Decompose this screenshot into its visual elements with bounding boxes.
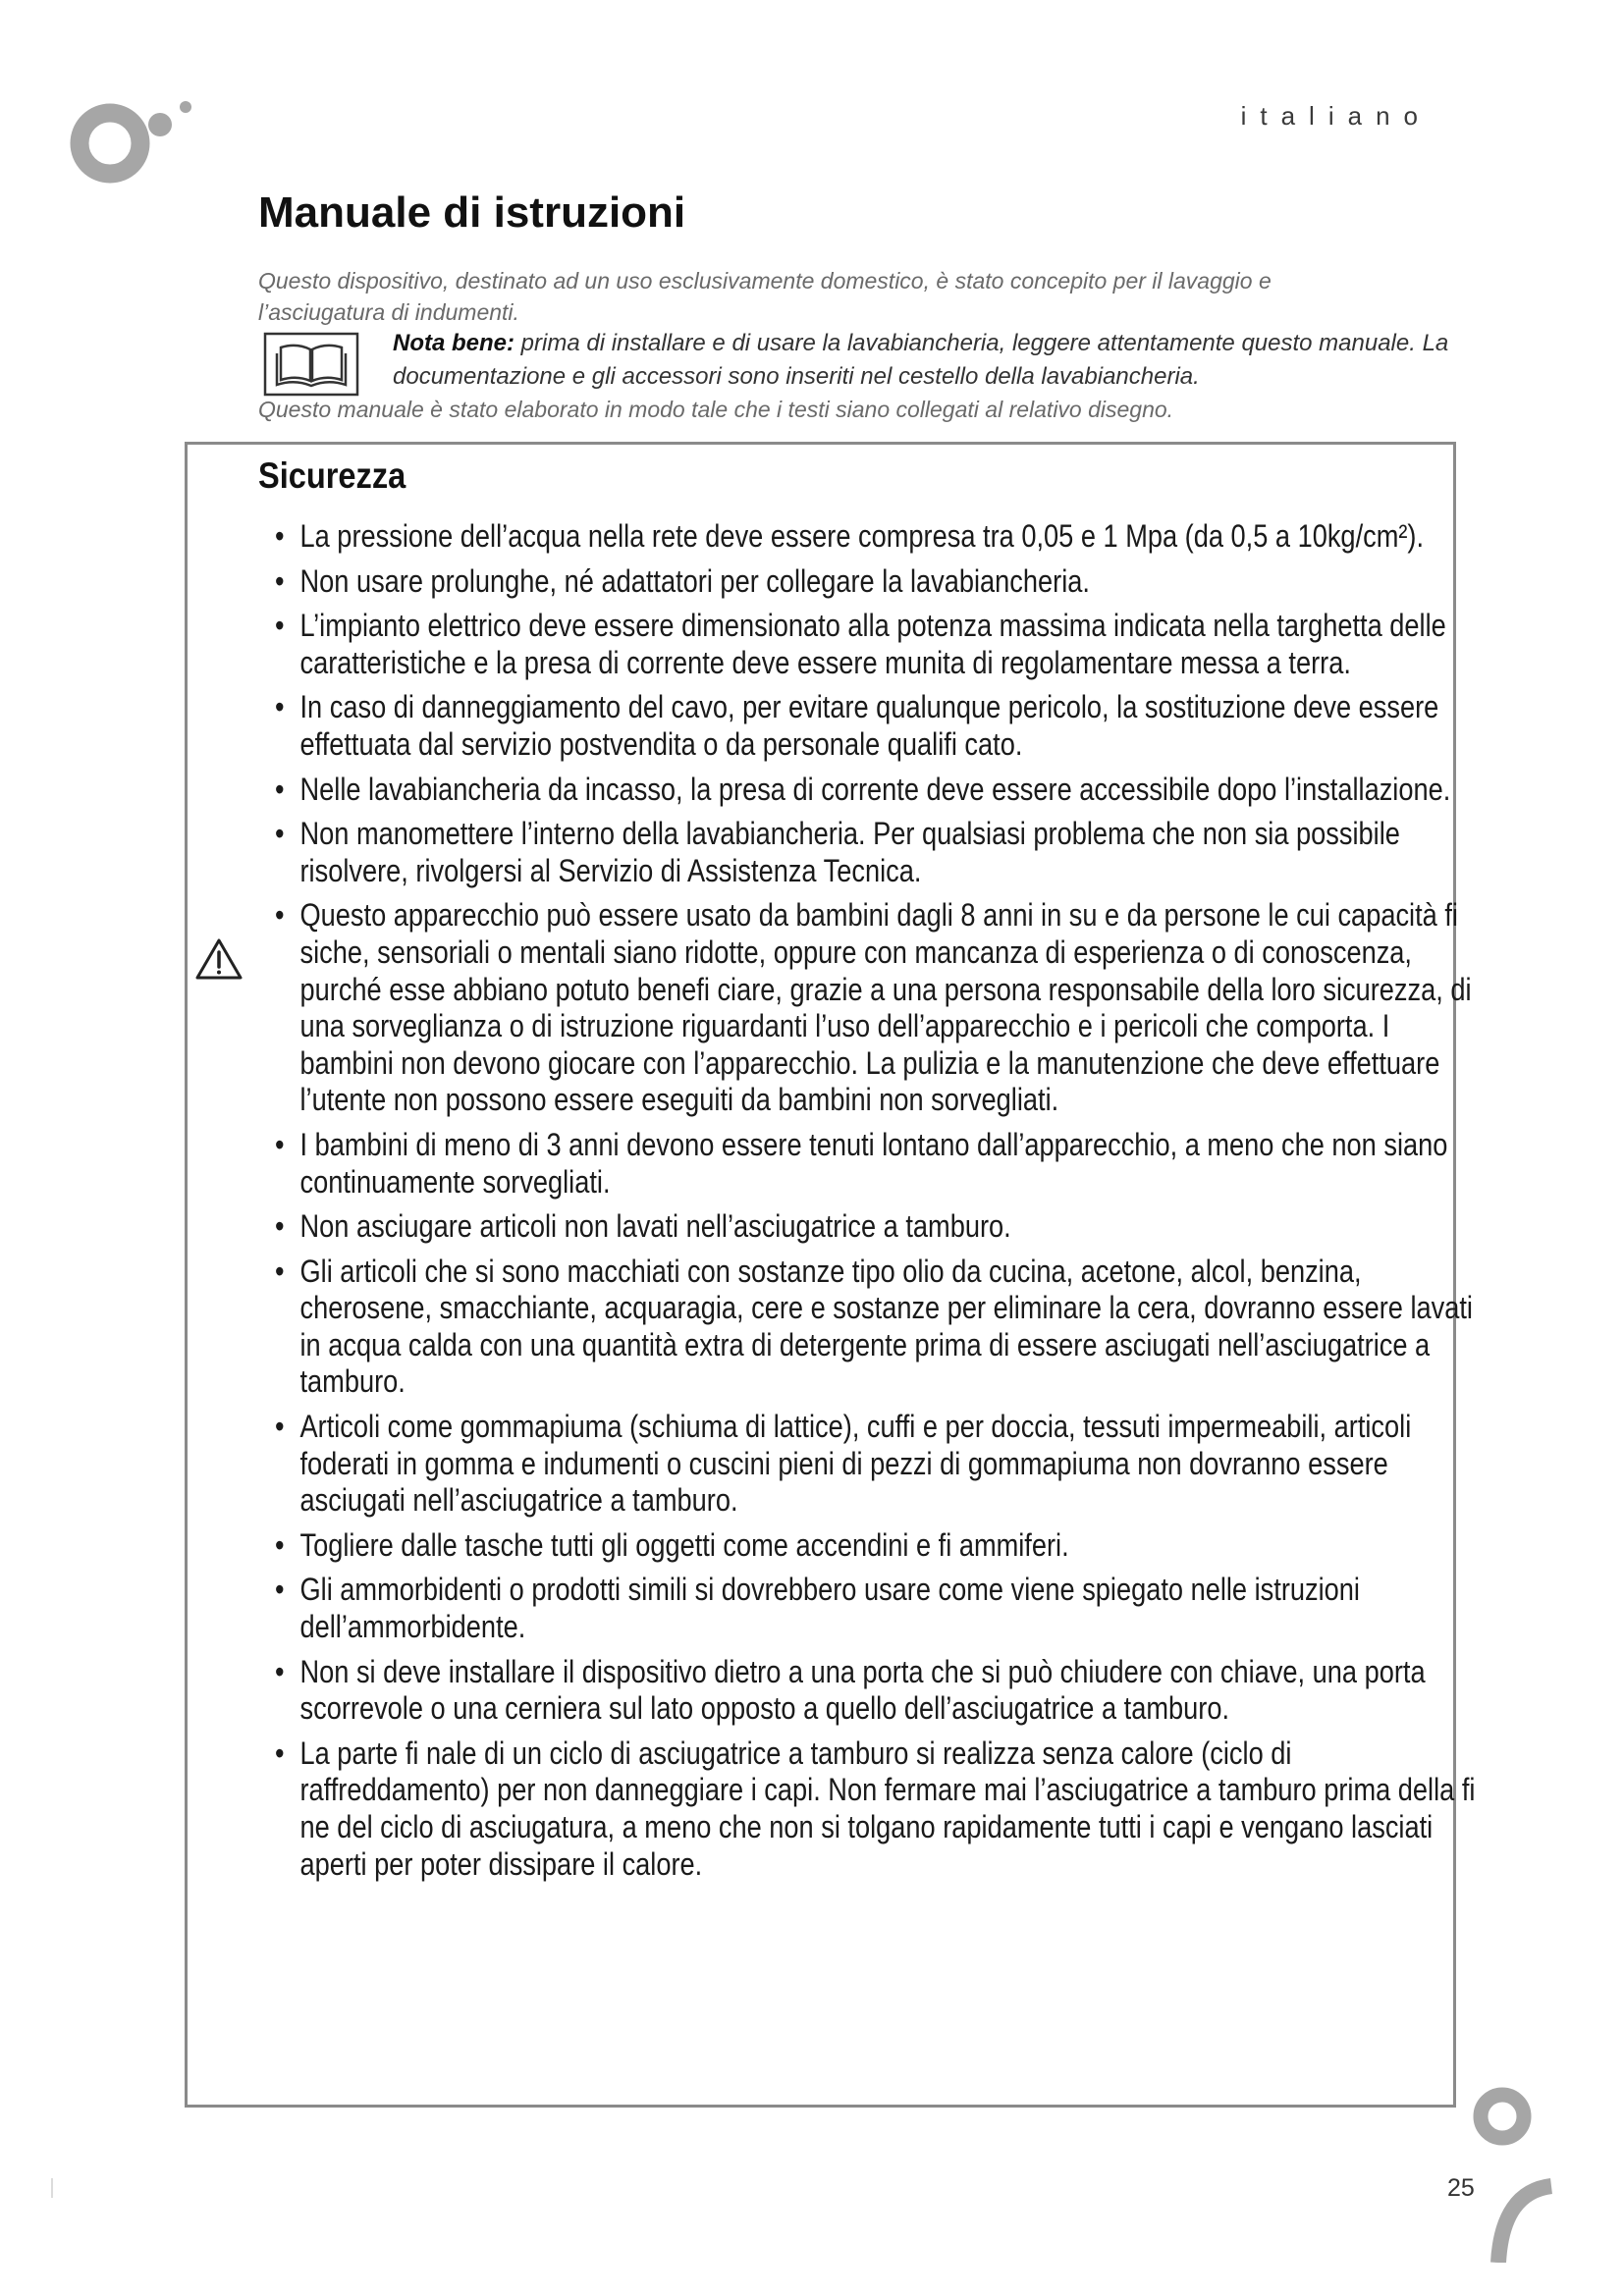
- safety-item: • Non manomettere l’interno della lavabiancheria. Per qualsiasi problema che non sia possibile risolvere, rivolgersi al Servizio di Assistenza Tecnica.: [275, 816, 1477, 889]
- circle-dot-logo-icon: [65, 94, 202, 192]
- safety-item: • Non si deve installare il dispositivo dietro a una porta che si può chiudere con chiave, una porta scorrevole o una cerniera sul lato opposto a quello dell’asciugatrice a tamburo.: [275, 1654, 1477, 1728]
- note-text: [393, 327, 1473, 394]
- warning-triangle-icon: [194, 937, 244, 981]
- decorative-ring-icon: [1470, 2084, 1535, 2149]
- safety-item: • In caso di danneggiamento del cavo, per evitare qualunque pericolo, la sostituzione deve essere effettuata dal servizio postvendita o da personale qualifi cato.: [275, 689, 1477, 763]
- page-title: Manuale di istruzioni: [258, 188, 686, 237]
- safety-item: • Togliere dalle tasche tutti gli oggetti come accendini e fi ammiferi.: [275, 1527, 1477, 1565]
- note-body: prima di installare e di usare la lavabiancheria, leggere attentamente questo manuale. La documentazione e gli accessori sono inseriti nel cestello della lavabiancheria.: [393, 330, 1449, 390]
- intro-drawing-text: Questo manuale è stato elaborato in modo tale che i testi siano collegati al relativo disegno.: [258, 397, 1174, 422]
- safety-item: • Gli articoli che si sono macchiati con sostanze tipo olio da cucina, acetone, alcol, benzina, cherosene, smacchiante, acquaragia, cere e sostanze per eliminare la cera, dovranno essere lavati in acqua calda con una quantità extra di detergente prima di essere asciugati nell’asciugatrice a tamburo.: [275, 1254, 1477, 1401]
- safety-item: • Non usare prolunghe, né adattatori per collegare la lavabiancheria.: [275, 563, 1477, 601]
- page-number: 25: [1447, 2174, 1475, 2202]
- safety-item: • Nelle lavabiancheria da incasso, la presa di corrente deve essere accessibile dopo l’installazione.: [275, 772, 1477, 809]
- safety-item: • Non asciugare articoli non lavati nell’asciugatrice a tamburo.: [275, 1208, 1477, 1246]
- margin-mark: [51, 2178, 53, 2198]
- safety-item: • L’impianto elettrico deve essere dimensionato alla potenza massima indicata nella targhetta delle caratteristiche e la presa di corrente deve essere munita di regolamentare messa a terra.: [275, 608, 1477, 681]
- note-label: Nota bene:: [393, 330, 515, 356]
- open-book-icon: [263, 332, 359, 397]
- safety-item: • I bambini di meno di 3 anni devono essere tenuti lontano dall’apparecchio, a meno che non siano continuamente sorvegliati.: [275, 1127, 1477, 1201]
- safety-heading: Sicurezza: [258, 455, 406, 496]
- intro-text: Questo dispositivo, destinato ad un uso esclusivamente domestico, è stato concepito per il lavaggio e l’asciugatura di indumenti.: [258, 268, 1272, 325]
- safety-item: • Articoli come gommapiuma (schiuma di lattice), cuffi e per doccia, tessuti impermeabili, articoli foderati in gomma e indumenti o cuscini pieni di pezzi di gommapiuma non dovranno essere asciugati nell’asciugatrice a tamburo.: [275, 1409, 1477, 1520]
- safety-item: • La parte fi nale di un ciclo di asciugatrice a tamburo si realizza senza calore (ciclo di raffreddamento) per non danneggiare i capi. Non fermare mai l’asciugatrice a tamburo prima della fi ne del ciclo di asciugatura, a meno che non si tolgano rapidamente tutti i capi e vengano lasciati aperti per poter dissipare il calore.: [275, 1735, 1477, 1883]
- safety-item: • Questo apparecchio può essere usato da bambini dagli 8 anni in su e da persone le cui capacità fi siche, sensoriali o mentali siano ridotte, oppure con mancanza di esperienza o di conoscenza, purché esse abbiano potuto benefi ciare, grazie a una persona responsabile della loro sicurezza, di una sorveglianza o di istruzione riguardanti l’uso dell’apparecchio e i pericoli che comporta. I bambini non devono giocare con l’apparecchio. La pulizia e la manutenzione che deve effettuare l’utente non possono essere eseguiti da bambini non sorvegliati.: [275, 897, 1477, 1119]
- decorative-arc-icon: [1481, 2174, 1559, 2263]
- safety-list: [275, 518, 1478, 1891]
- safety-item: • La pressione dell’acqua nella rete deve essere compresa tra 0,05 e 1 Mpa (da 0,5 a 10kg/cm²).: [275, 518, 1477, 556]
- language-label: italiano: [1240, 101, 1432, 131]
- safety-item: • Gli ammorbidenti o prodotti simili si dovrebbero usare come viene spiegato nelle istruzioni dell’ammorbidente.: [275, 1572, 1477, 1645]
